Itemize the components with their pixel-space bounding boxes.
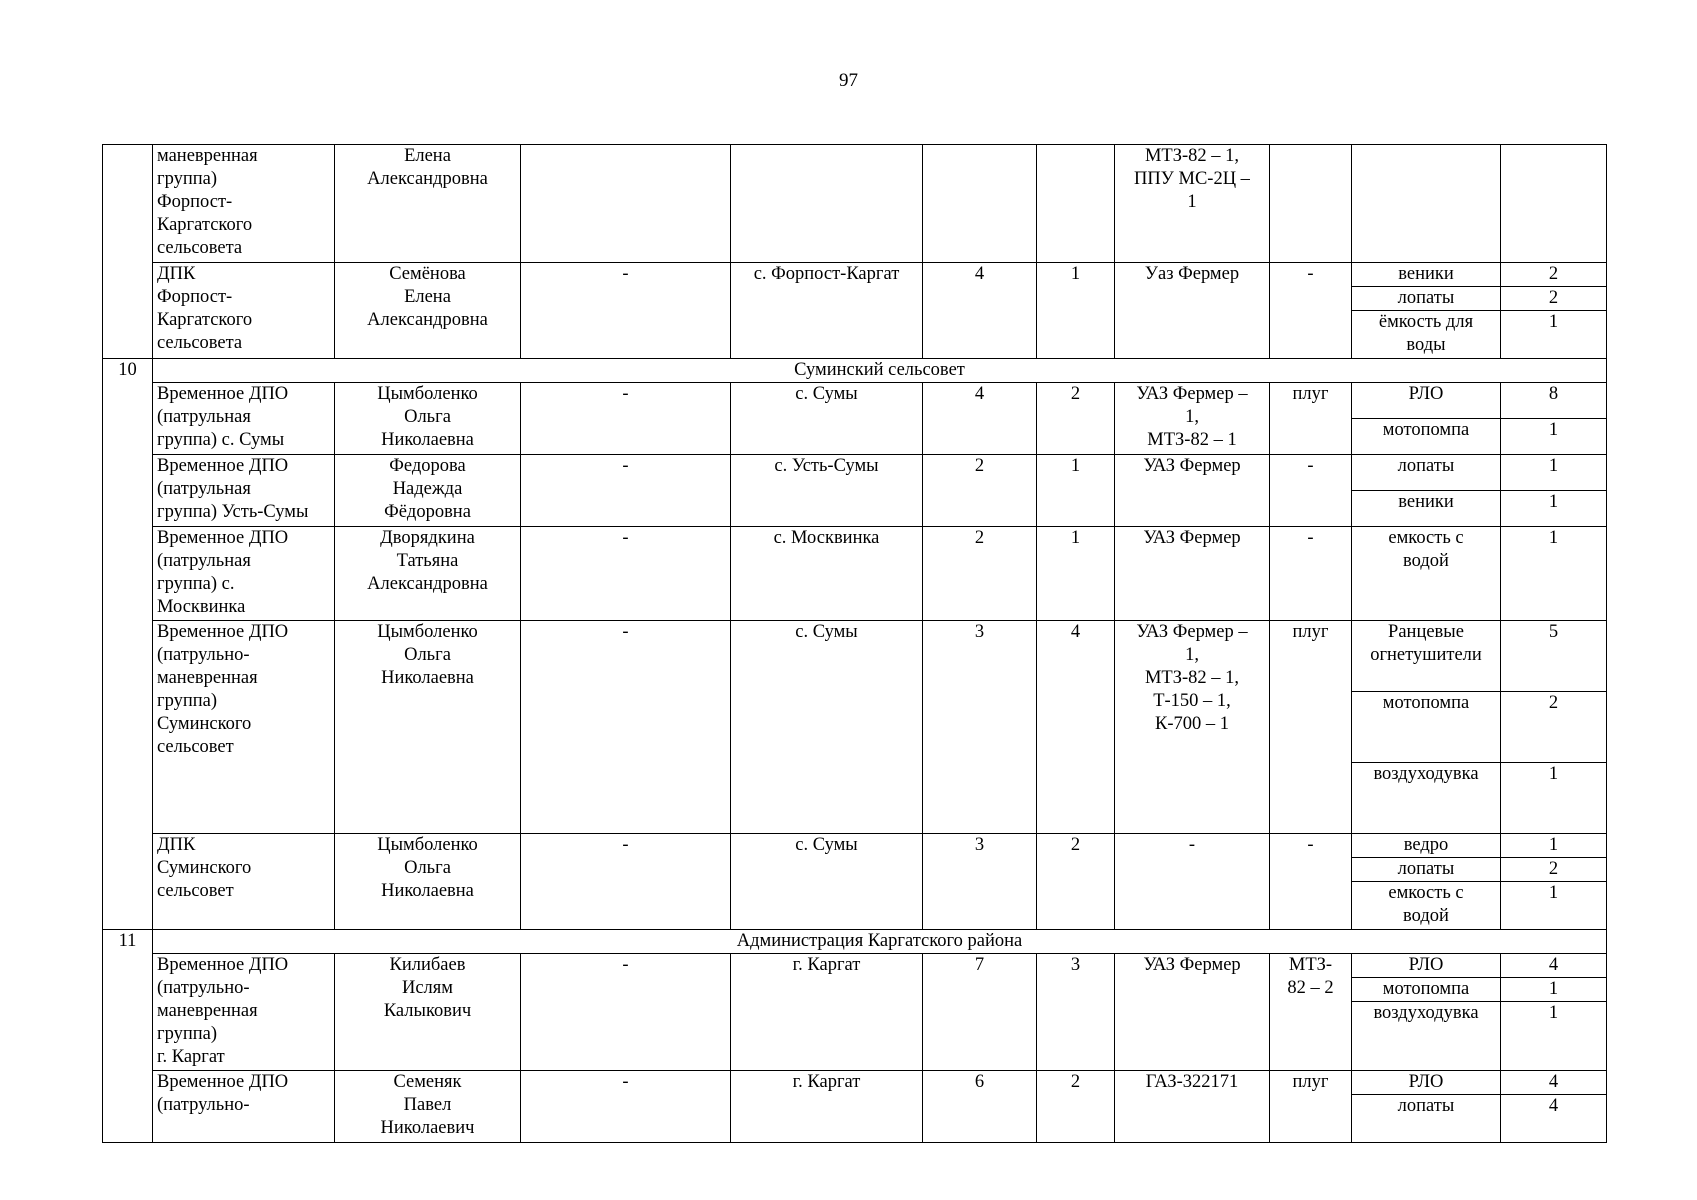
unit-name: Временное ДПО (патрульно- маневренная группа) Суминского сельсовет [153, 621, 335, 834]
equipment-item-name: ведро [1352, 834, 1501, 858]
other-equipment: - [1270, 263, 1352, 359]
table-row [103, 263, 1607, 287]
equipment-item-name: лопаты [1352, 1095, 1501, 1143]
unit-name: маневренная группа) Форпост- Каргатского сельсовета [153, 145, 335, 263]
location: с. Москвинка [731, 527, 923, 621]
equipment-item-qty: 1 [1501, 419, 1607, 455]
equipment-item-name: лопаты [1352, 455, 1501, 491]
section-header-row [103, 359, 1607, 383]
equipment-item-qty: 1 [1501, 311, 1607, 359]
other-equipment [1270, 145, 1352, 263]
column-3-value: - [521, 455, 731, 527]
equipment-item-name: Ранцевые огнетушители [1352, 621, 1501, 692]
other-equipment: - [1270, 527, 1352, 621]
column-3-value: - [521, 834, 731, 930]
head-name: Килибаев Ислям Калыкович [335, 954, 521, 1071]
equipment-item-qty: 5 [1501, 621, 1607, 692]
column-3-value: - [521, 263, 731, 359]
other-equipment: МТЗ- 82 – 2 [1270, 954, 1352, 1071]
vehicles: УАЗ Фермер [1115, 954, 1270, 1071]
equipment-item-name: ёмкость для воды [1352, 311, 1501, 359]
unit-name: Временное ДПО (патрульно- маневренная группа) г. Каргат [153, 954, 335, 1071]
equipment-item-name: лопаты [1352, 858, 1501, 882]
equipment-item-qty: 1 [1501, 978, 1607, 1002]
head-name: Цымболенко Ольга Николаевна [335, 621, 521, 834]
column-3-value: - [521, 621, 731, 834]
people-count: 4 [923, 383, 1037, 455]
vehicles: УАЗ Фермер – 1, МТЗ-82 – 1, Т-150 – 1, К-700 – 1 [1115, 621, 1270, 834]
table-row [103, 145, 1607, 263]
section-title: Суминский сельсовет [153, 359, 1607, 383]
unit-name: Временное ДПО (патрульная группа) Усть-Сумы [153, 455, 335, 527]
table-row [103, 527, 1607, 621]
equipment-item-name: веники [1352, 263, 1501, 287]
units-count: 2 [1037, 834, 1115, 930]
table-row [103, 834, 1607, 858]
other-equipment: - [1270, 455, 1352, 527]
units-count: 1 [1037, 527, 1115, 621]
equipment-item-qty [1501, 145, 1607, 263]
equipment-item-name: воздуходувка [1352, 763, 1501, 834]
section-number: 10 [103, 359, 153, 930]
equipment-item-name: РЛО [1352, 1071, 1501, 1095]
unit-name: ДПК Форпост- Каргатского сельсовета [153, 263, 335, 359]
equipment-item-name: емкость с водой [1352, 527, 1501, 621]
table-row [103, 954, 1607, 978]
head-name: Дворядкина Татьяна Александровна [335, 527, 521, 621]
head-name: Елена Александровна [335, 145, 521, 263]
section-number: 11 [103, 930, 153, 1143]
equipment-item-qty: 1 [1501, 1002, 1607, 1071]
location: с. Сумы [731, 383, 923, 455]
head-name: Цымболенко Ольга Николаевна [335, 383, 521, 455]
equipment-item-qty: 1 [1501, 455, 1607, 491]
equipment-item-name: лопаты [1352, 287, 1501, 311]
equipment-item-qty: 4 [1501, 1071, 1607, 1095]
equipment-item-name: емкость с водой [1352, 882, 1501, 930]
section-title: Администрация Каргатского района [153, 930, 1607, 954]
equipment-item-qty: 2 [1501, 692, 1607, 763]
equipment-item-name: веники [1352, 491, 1501, 527]
location: с. Усть-Сумы [731, 455, 923, 527]
section-number [103, 145, 153, 359]
equipment-item-name: мотопомпа [1352, 419, 1501, 455]
equipment-item-name [1352, 145, 1501, 263]
other-equipment: плуг [1270, 383, 1352, 455]
column-3-value: - [521, 1071, 731, 1143]
vehicles: Уаз Фермер [1115, 263, 1270, 359]
people-count: 4 [923, 263, 1037, 359]
table-row [103, 455, 1607, 491]
location: с. Форпост-Каргат [731, 263, 923, 359]
table-row [103, 383, 1607, 419]
column-3-value: - [521, 954, 731, 1071]
head-name: Цымболенко Ольга Николаевна [335, 834, 521, 930]
location: с. Сумы [731, 834, 923, 930]
units-count [1037, 145, 1115, 263]
equipment-item-name: РЛО [1352, 383, 1501, 419]
equipment-item-qty: 1 [1501, 491, 1607, 527]
equipment-item-qty: 4 [1501, 1095, 1607, 1143]
equipment-table [102, 144, 1607, 1143]
other-equipment: плуг [1270, 621, 1352, 834]
people-count: 3 [923, 834, 1037, 930]
head-name: Семеняк Павел Николаевич [335, 1071, 521, 1143]
equipment-item-name: воздуходувка [1352, 1002, 1501, 1071]
people-count: 7 [923, 954, 1037, 1071]
equipment-item-qty: 2 [1501, 287, 1607, 311]
vehicles: УАЗ Фермер [1115, 455, 1270, 527]
other-equipment: плуг [1270, 1071, 1352, 1143]
equipment-item-qty: 1 [1501, 527, 1607, 621]
column-3-value: - [521, 383, 731, 455]
equipment-item-name: мотопомпа [1352, 978, 1501, 1002]
units-count: 1 [1037, 263, 1115, 359]
equipment-item-qty: 4 [1501, 954, 1607, 978]
location: г. Каргат [731, 954, 923, 1071]
location: г. Каргат [731, 1071, 923, 1143]
vehicles: УАЗ Фермер – 1, МТЗ-82 – 1 [1115, 383, 1270, 455]
unit-name: ДПК Суминского сельсовет [153, 834, 335, 930]
unit-name: Временное ДПО (патрульно- [153, 1071, 335, 1143]
column-3-value [521, 145, 731, 263]
equipment-item-qty: 8 [1501, 383, 1607, 419]
units-count: 3 [1037, 954, 1115, 1071]
location: с. Сумы [731, 621, 923, 834]
people-count: 3 [923, 621, 1037, 834]
unit-name: Временное ДПО (патрульная группа) с. Сумы [153, 383, 335, 455]
vehicles: - [1115, 834, 1270, 930]
head-name: Семёнова Елена Александровна [335, 263, 521, 359]
units-count: 2 [1037, 1071, 1115, 1143]
head-name: Федорова Надежда Фёдоровна [335, 455, 521, 527]
location [731, 145, 923, 263]
vehicles: УАЗ Фермер [1115, 527, 1270, 621]
units-count: 2 [1037, 383, 1115, 455]
people-count: 2 [923, 527, 1037, 621]
page-number: 97 [839, 70, 858, 91]
equipment-item-name: мотопомпа [1352, 692, 1501, 763]
equipment-item-qty: 1 [1501, 882, 1607, 930]
units-count: 1 [1037, 455, 1115, 527]
equipment-item-name: РЛО [1352, 954, 1501, 978]
people-count: 2 [923, 455, 1037, 527]
units-count: 4 [1037, 621, 1115, 834]
section-header-row [103, 930, 1607, 954]
equipment-item-qty: 1 [1501, 763, 1607, 834]
table-row [103, 621, 1607, 692]
vehicles: ГАЗ-322171 [1115, 1071, 1270, 1143]
vehicles: МТЗ-82 – 1, ППУ МС-2Ц – 1 [1115, 145, 1270, 263]
equipment-item-qty: 2 [1501, 858, 1607, 882]
table-row [103, 1071, 1607, 1095]
equipment-item-qty: 2 [1501, 263, 1607, 287]
people-count [923, 145, 1037, 263]
unit-name: Временное ДПО (патрульная группа) с. Москвинка [153, 527, 335, 621]
other-equipment: - [1270, 834, 1352, 930]
column-3-value: - [521, 527, 731, 621]
equipment-item-qty: 1 [1501, 834, 1607, 858]
people-count: 6 [923, 1071, 1037, 1143]
